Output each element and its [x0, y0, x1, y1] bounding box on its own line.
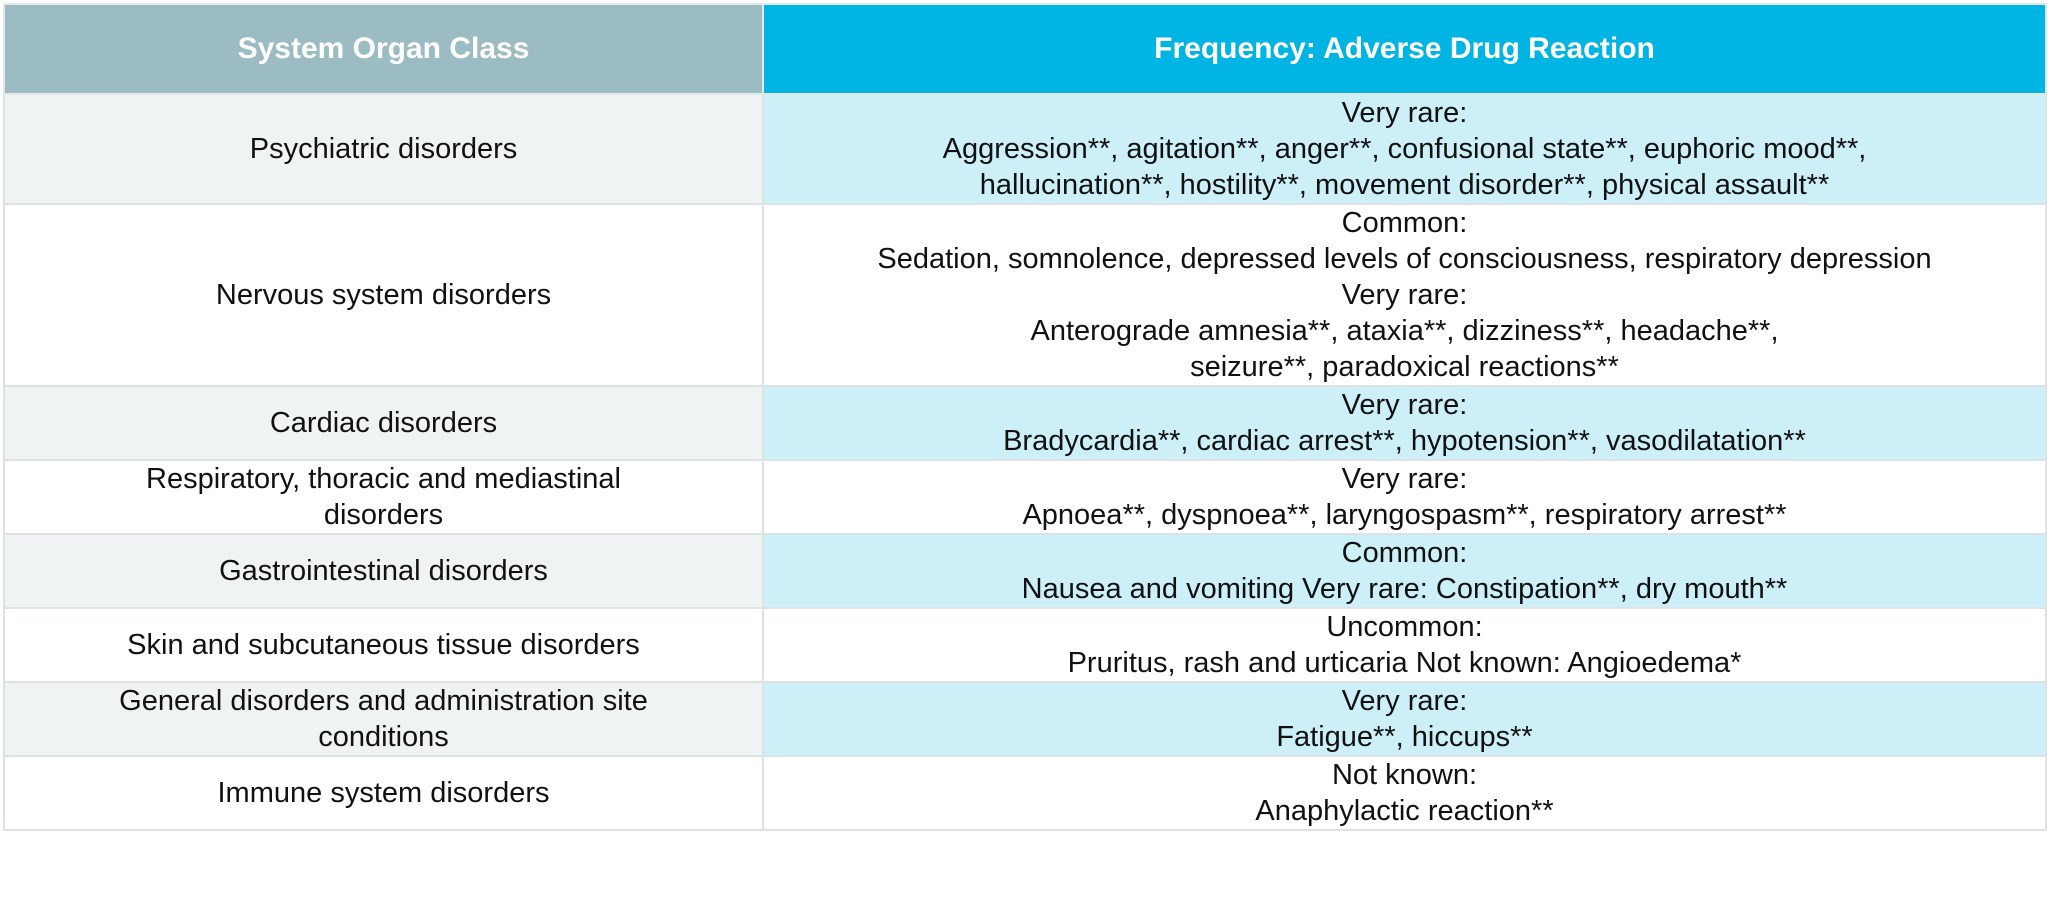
reaction-line: Nausea and vomiting Very rare: Constipation**, dry mouth**	[1021, 573, 1788, 605]
system-organ-class-cell: Gastrointestinal disorders	[4, 534, 763, 608]
adverse-reaction-cell	[763, 386, 2046, 460]
reaction-line: Aggression**, agitation**, anger**, confusional state**, euphoric mood**,	[942, 133, 1867, 165]
reaction-line: seizure**, paradoxical reactions**	[1190, 351, 1619, 383]
table-row	[4, 204, 2046, 386]
reaction-line: Very rare:	[1341, 685, 1468, 717]
table-row	[4, 682, 2046, 756]
table-row	[4, 460, 2046, 534]
reaction-line: Uncommon:	[1326, 611, 1483, 643]
reaction-line: Very rare:	[1341, 389, 1468, 421]
table-body	[4, 94, 2046, 830]
header-system-organ-class: System Organ Class	[4, 4, 763, 94]
adverse-reaction-cell	[763, 534, 2046, 608]
reaction-line: hallucination**, hostility**, movement disorder**, physical assault**	[979, 169, 1830, 201]
reaction-line: Bradycardia**, cardiac arrest**, hypotension**, vasodilatation**	[1003, 425, 1806, 457]
reaction-line: Apnoea**, dyspnoea**, laryngospasm**, respiratory arrest**	[1022, 499, 1787, 531]
table-row	[4, 386, 2046, 460]
adverse-reaction-cell	[763, 460, 2046, 534]
table-row	[4, 94, 2046, 204]
system-organ-class-cell: Immune system disorders	[4, 756, 763, 830]
system-organ-class-cell: Respiratory, thoracic and mediastinal disorders	[4, 460, 763, 534]
adverse-reaction-cell	[763, 756, 2046, 830]
reaction-line: Very rare:	[1341, 97, 1468, 129]
reaction-line: Fatigue**, hiccups**	[1276, 721, 1533, 753]
reaction-line: Very rare:	[1341, 279, 1468, 311]
adverse-reactions-table-wrap	[3, 3, 2045, 831]
system-organ-class-cell: Cardiac disorders	[4, 386, 763, 460]
adverse-reaction-cell	[763, 682, 2046, 756]
system-organ-class-cell: Nervous system disorders	[4, 204, 763, 386]
table-row	[4, 756, 2046, 830]
system-organ-class-cell: Psychiatric disorders	[4, 94, 763, 204]
adverse-reaction-cell	[763, 94, 2046, 204]
header-frequency-adverse-drug-reaction: Frequency: Adverse Drug Reaction	[763, 4, 2046, 94]
reaction-line: Sedation, somnolence, depressed levels of consciousness, respiratory depression	[877, 243, 1932, 275]
reaction-line: Anterograde amnesia**, ataxia**, dizziness**, headache**,	[1030, 315, 1779, 347]
reaction-line: Common:	[1341, 537, 1468, 569]
table-row	[4, 534, 2046, 608]
table-header-row	[4, 4, 2046, 94]
reaction-line: Anaphylactic reaction**	[1255, 795, 1554, 827]
reaction-line: Pruritus, rash and urticaria Not known: Angioedema*	[1067, 647, 1742, 679]
system-organ-class-cell: Skin and subcutaneous tissue disorders	[4, 608, 763, 682]
reaction-line: Very rare:	[1341, 463, 1468, 495]
table-row	[4, 608, 2046, 682]
reaction-line: Common:	[1341, 207, 1468, 239]
adverse-reactions-table	[3, 3, 2047, 831]
system-organ-class-cell: General disorders and administration site conditions	[4, 682, 763, 756]
adverse-reaction-cell	[763, 204, 2046, 386]
adverse-reaction-cell	[763, 608, 2046, 682]
reaction-line: Not known:	[1331, 759, 1478, 791]
